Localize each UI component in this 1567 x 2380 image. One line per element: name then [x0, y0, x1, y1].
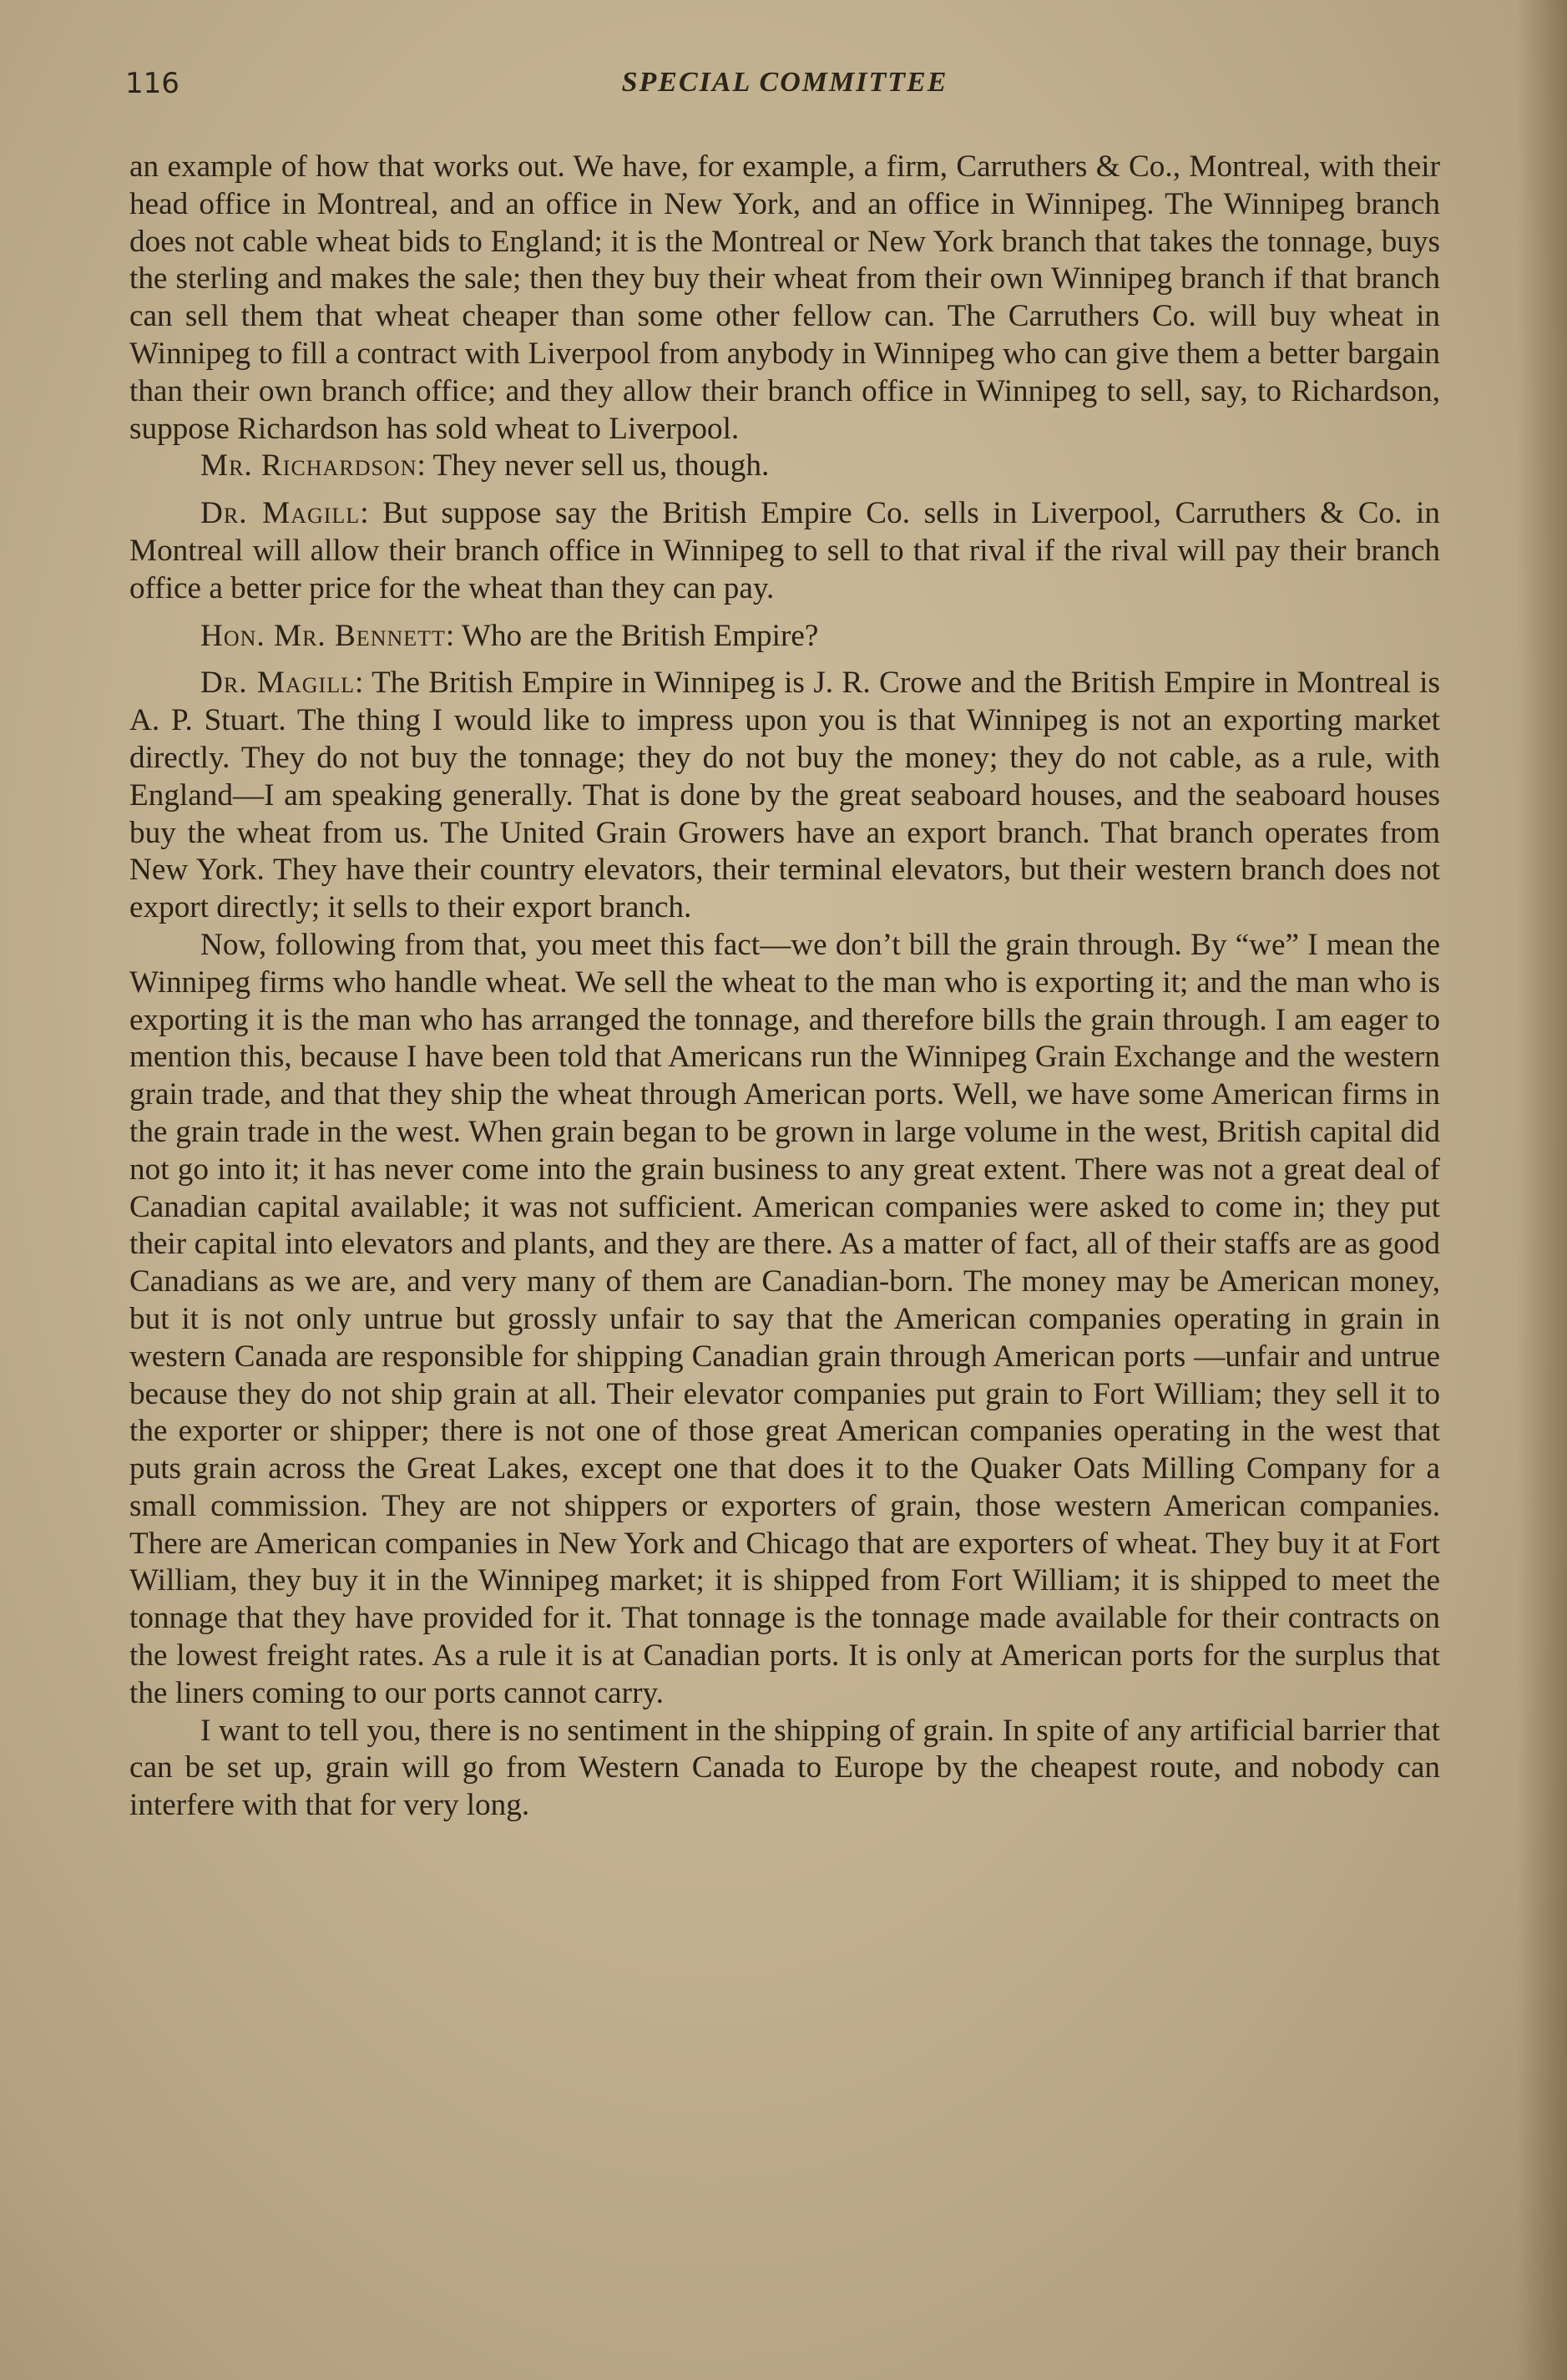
body-text [129, 149, 1440, 1835]
paragraph [129, 149, 1440, 448]
paragraph-text: They never sell us, though. [432, 448, 770, 484]
paragraph: Mr. Richardson: They never sell us, though. [200, 448, 770, 484]
paragraph: Dr. Magill: The British Empire in Winnipeg is J. R. Crowe and the British Empire in Montreal is A. P. Stuart. The thing I would like to impress upon you is that Winnipeg is not an exporting market directly. They do not buy the tonnage; they do not buy the money; they do not cable, as a rule, with England—I am speaking generally. That is done by the great seaboard houses, and the seaboard houses buy the wheat from us. The United Grain Growers have an export branch. That branch operates from New York. They have their country elevators, their terminal elevators, but their western branch does not export directly; it sells to their export branch. [129, 666, 1440, 925]
paragraph-text: Now, following from that, you meet this fact—we don’t bill the grain through. By “we” I mean the Winnipeg firms who handle wheat. We sell the wheat to the man who is exporting it; and the man who is exporting it is the man who has arranged the tonnage, and therefore bills the grain through. I am eager to mention this, because I have been told that Americans run the Winnipeg Grain Exchange and the western grain trade, and that they ship the wheat through American ports. Well, we have some American firms in the grain trade in the west. When grain began to be grown in large volume in the west, British capital did not go into it; it has never come into the grain business to any great extent. There was not a great deal of Canadian capital available; it was not sufficient. American companies were asked to come in; they put their capital into elevators and plants, and they are there. As a matter of fact, all of their staffs are as good Canadians as we are, and very many of them are Canadian-born. The money may be American money, but it is not only untrue but grossly unfair to say that the American companies operating in grain in western Canada are responsible for shipping Canadian grain through American ports —unfair and untrue because they do not ship grain at all. Their elevator companies put grain to Fort William; they sell it to the exporter or shipper; there is not one of those great American companies operating in the west that puts grain across the Great Lakes, except one that does it to the Quaker Oats Milling Company for a small commission. They are not shippers or exporters of grain, those western American companies. There are American companies in New York and Chicago that are exporters of wheat. They buy it at Fort William, they buy it in the Winnipeg market; it is shipped from Fort William; it is shipped to meet the tonnage that they have provided for it. That tonnage is the tonnage made available for their contracts on the lowest freight rates. As a rule it is at Canadian ports. It is only at American ports for the surplus that the liners coming to our ports cannot carry. [129, 927, 1440, 1710]
speaker-name: Dr. Magill [200, 496, 361, 531]
speaker-name: Hon. Mr. Bennett [200, 618, 446, 653]
paragraph: Hon. Mr. Bennett: Who are the British Empire? [200, 618, 819, 653]
paragraph: Dr. Magill: But suppose say the British Empire Co. sells in Liverpool, Carruthers & Co. in Montreal will allow their branch office in Winnipeg to sell to that rival if the rival will pay their branch office a better price for the wheat than they can pay. [129, 496, 1440, 605]
page-header [125, 67, 1444, 117]
paragraph-text: Who are the British Empire? [461, 618, 819, 653]
running-head: SPECIAL COMMITTEE [621, 67, 948, 98]
paragraph-text: I want to tell you, there is no sentiment in the shipping of grain. In spite of any artificial barrier that can be set up, grain will go from Western Canada to Europe by the cheapest route, and nobody can interfere with that for very long. [129, 1713, 1440, 1823]
paragraph [129, 1713, 1440, 1825]
paragraph-text: But suppose say the British Empire Co. sells in Liverpool, Carruthers & Co. in Montreal will allow their branch office in Winnipeg to sell to that rival if the rival will pay their branch office a better price for the wheat than they can pay. [129, 496, 1440, 605]
paragraph-text: The British Empire in Winnipeg is J. R. Crowe and the British Empire in Montreal is A. P. Stuart. The thing I would like to impress upon you is that Winnipeg is not an exporting market directly. They do not buy the tonnage; they do not buy the money; they do not cable, as a rule, with England—I am speaking generally. That is done by the great seaboard houses, and the seaboard houses buy the wheat from us. The United Grain Growers have an export branch. That branch operates from New York. They have their country elevators, their terminal elevators, but their western branch does not export directly; it sells to their export branch. [129, 666, 1440, 925]
paragraph-text: an example of how that works out. We have, for example, a firm, Carruthers & Co., Montreal, with their head office in Montreal, and an office in New York, and an office in Winnipeg. The Winnipeg branch does not cable wheat bids to England; it is the Montreal or New York branch that takes the tonnage, buys the sterling and makes the sale; then they buy their wheat from their own Winnipeg branch if that branch can sell them that wheat cheaper than some other fellow can. The Carruthers Co. will buy wheat in Winnipeg to fill a contract with Liverpool from anybody in Winnipeg who can give them a better bargain than their own branch office; and they allow their branch office in Winnipeg to sell, say, to Richardson, suppose Richardson has sold wheat to Liverpool. [129, 149, 1440, 446]
page-number: 116 [125, 67, 179, 100]
speaker-name: Dr. Magill [200, 666, 355, 701]
speaker-name: Mr. Richardson [200, 448, 417, 484]
paragraph [129, 927, 1440, 1713]
